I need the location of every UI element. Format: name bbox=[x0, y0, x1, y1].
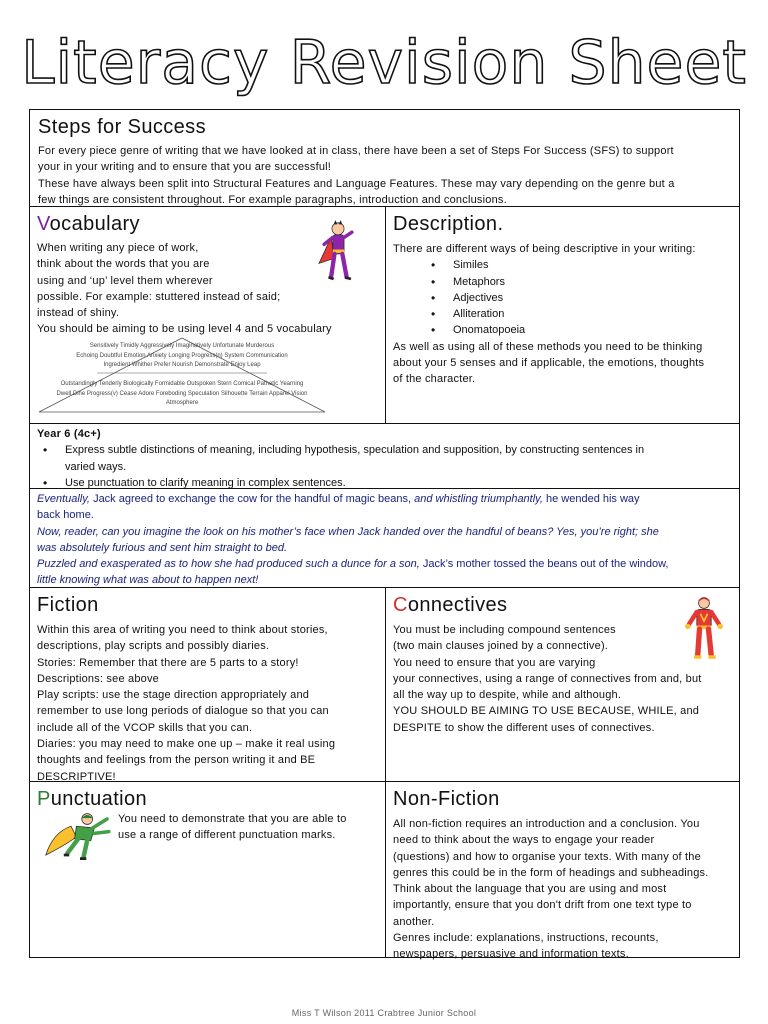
vocabulary-line: You should be aiming to be using level 4 and 5 vocabulary bbox=[37, 323, 332, 336]
description-outro-line: of the character. bbox=[393, 373, 476, 386]
punctuation-line: You need to demonstrate that you are able to bbox=[118, 813, 347, 825]
nonfiction-line: need to think about the ways to engage your reader bbox=[393, 834, 655, 847]
vocabulary-line: possible. For example: stuttered instead of said; bbox=[37, 290, 281, 303]
year6-item: • Express subtle distinctions of meaning, including hypothesis, speculation and supposition, by constructing sentences in varied ways. bbox=[65, 442, 732, 475]
superhero-man-icon bbox=[681, 594, 727, 666]
description-outro-line: As well as using all of these methods you need to be thinking bbox=[393, 340, 703, 353]
year6-list bbox=[37, 442, 732, 491]
pyramid-word-row: Outstandingly Tenderly Biologically Formidable Outspoken Stern Comical Pathetic Yearning bbox=[60, 381, 304, 387]
fiction-line: Stories: Remember that there are 5 parts to a story! bbox=[37, 656, 299, 669]
nonfiction-line: All non-fiction requires an introduction and a conclusion. You bbox=[393, 818, 700, 830]
description-item: • Alliteration bbox=[453, 306, 732, 322]
vocabulary-line: When writing any piece of work, bbox=[37, 242, 199, 254]
pyramid-word-row: Dwell Dine Progress(v) Cease Adore Foreboding Speculation Silhouette Terrain Apparel Vision bbox=[56, 390, 308, 397]
vocabulary-heading-cap: V bbox=[37, 213, 50, 235]
flying-superhero-icon bbox=[44, 810, 116, 864]
connectives-line: your connectives, using a range of connectives from and, but bbox=[393, 672, 702, 685]
page-title: Literacy Revision Sheet bbox=[21, 28, 747, 98]
pyramid-word-row: Ingredient Whither Prefer Nourish Demonstrate Enjoy Leap bbox=[103, 362, 261, 368]
fiction-line: DESCRIPTIVE! bbox=[37, 770, 116, 783]
vocabulary-line: using and ‘up’ level them wherever bbox=[37, 274, 213, 287]
fiction-line: Play scripts: use the stage direction appropriately and bbox=[37, 689, 310, 702]
example-line: Puzzled and exasperated as to how she had produced such a dunce for a son, Jack’s mother tossed the beans out of the window, bbox=[37, 558, 669, 571]
nonfiction-line: Genres include: explanations, instructions, recounts, bbox=[393, 932, 659, 945]
nonfiction-box bbox=[385, 781, 740, 961]
steps-line: few things are consistent throughout. For example paragraphs, introduction and conclusions. bbox=[38, 193, 507, 206]
description-item: • Metaphors bbox=[453, 274, 732, 290]
vocabulary-line: instead of shiny. bbox=[37, 307, 120, 320]
steps-line: your in your writing and to ensure that you are successful! bbox=[38, 161, 332, 174]
connectives-heading-cap: C bbox=[393, 594, 408, 616]
example-line: Eventually, Jack agreed to exchange the cow for the handful of magic beans, and whistling triumphantly, he wended his way bbox=[37, 493, 640, 505]
description-intro: There are different ways of being descriptive in your writing: bbox=[393, 243, 696, 255]
connectives-line: You need to ensure that you are varying bbox=[393, 656, 596, 669]
description-heading: Description. bbox=[393, 213, 504, 235]
example-line: Now, reader, can you imagine the look on his mother’s face when Jack handed over the handful of beans? Yes, you’re right; she bbox=[37, 525, 659, 538]
description-box bbox=[385, 206, 740, 424]
year6-item: • Use punctuation to clarify meaning in complex sentences. bbox=[65, 475, 732, 491]
steps-line: These have always been split into Structural Features and Language Features. These may vary depending on the genre but a bbox=[38, 177, 675, 190]
fiction-line: include all of the VCOP skills that you can. bbox=[37, 721, 253, 734]
fiction-heading: Fiction bbox=[37, 594, 99, 616]
steps-heading: Steps for Success bbox=[38, 116, 206, 138]
superhero-girl-icon bbox=[312, 217, 364, 289]
pyramid-word-row: Echoing Doubtful Emotion Anxiety Longing Progress(n) System Communication bbox=[76, 352, 288, 359]
fiction-line: Diaries: you may need to make one up – make it real using bbox=[37, 738, 336, 751]
steps-line: For every piece genre of writing that we have looked at in class, there have been a set of Steps For Success (SFS) to support bbox=[38, 145, 674, 157]
connectives-line: DESPITE to show the different uses of connectives. bbox=[393, 721, 655, 734]
description-outro-line: about your 5 senses and if applicable, the emotions, thoughts bbox=[393, 357, 705, 370]
vocabulary-heading-rest: ocabulary bbox=[49, 213, 140, 235]
description-item: • Similes bbox=[453, 257, 732, 273]
fiction-line: thoughts and feelings from the person writing it and BE bbox=[37, 754, 316, 767]
pyramid-word-row: Atmosphere bbox=[165, 400, 199, 406]
vocabulary-pyramid bbox=[37, 337, 327, 415]
punctuation-heading-cap: P bbox=[37, 788, 51, 810]
nonfiction-heading: Non-Fiction bbox=[393, 788, 500, 810]
nonfiction-line: importantly, ensure that you don't drift from one text type to bbox=[393, 899, 692, 912]
nonfiction-line: newspapers, persuasive and information texts. bbox=[393, 948, 629, 961]
connectives-line: (two main clauses joined by a connective). bbox=[393, 640, 609, 653]
description-item: • Adjectives bbox=[453, 290, 732, 306]
nonfiction-line: (questions) and how to organise your texts. With many of the bbox=[393, 850, 701, 863]
connectives-line: YOU SHOULD BE AIMING TO USE BECAUSE, WHILE, and bbox=[393, 705, 700, 718]
connectives-line: all the way up to despite, while and although. bbox=[393, 689, 622, 702]
example-line: back home. bbox=[37, 509, 94, 522]
punctuation-line: use a range of different punctuation marks. bbox=[118, 829, 336, 842]
fiction-box bbox=[29, 587, 386, 782]
example-box bbox=[29, 488, 740, 588]
description-list bbox=[393, 257, 732, 338]
nonfiction-line: Think about the language that you are using and most bbox=[393, 883, 667, 896]
year6-heading: Year 6 (4c+) bbox=[37, 428, 101, 440]
description-item: • Onomatopoeia bbox=[453, 322, 732, 338]
punctuation-heading-rest: unctuation bbox=[50, 788, 148, 810]
punctuation-heading bbox=[37, 787, 378, 811]
vocabulary-line: think about the words that you are bbox=[37, 258, 210, 271]
steps-for-success-box bbox=[29, 109, 740, 207]
vocabulary-box bbox=[29, 206, 386, 424]
fiction-line: remember to use long periods of dialogue so that you can bbox=[37, 705, 329, 718]
pyramid-word-row: Sensitively Timidly Aggressively Imaginatively Unfortunate Murderous bbox=[89, 343, 275, 349]
page-footer: Miss T Wilson 2011 Crabtree Junior School bbox=[291, 1008, 477, 1018]
example-line: little knowing what was about to happen next! bbox=[37, 574, 259, 587]
example-line: was absolutely furious and sent him straight to bed. bbox=[37, 541, 288, 554]
fiction-line: Descriptions: see above bbox=[37, 672, 159, 685]
fiction-line: descriptions, play scripts and possibly diaries. bbox=[37, 640, 270, 653]
connectives-heading-rest: onnectives bbox=[407, 594, 508, 616]
connectives-box bbox=[385, 587, 740, 782]
connectives-line: You must be including compound sentences bbox=[393, 624, 616, 636]
punctuation-box bbox=[29, 781, 386, 958]
year6-box bbox=[29, 423, 740, 489]
nonfiction-line: another. bbox=[393, 915, 435, 928]
fiction-line: Within this area of writing you need to think about stories, bbox=[37, 624, 328, 636]
nonfiction-line: genres this could be in the form of headings and subheadings. bbox=[393, 866, 709, 879]
